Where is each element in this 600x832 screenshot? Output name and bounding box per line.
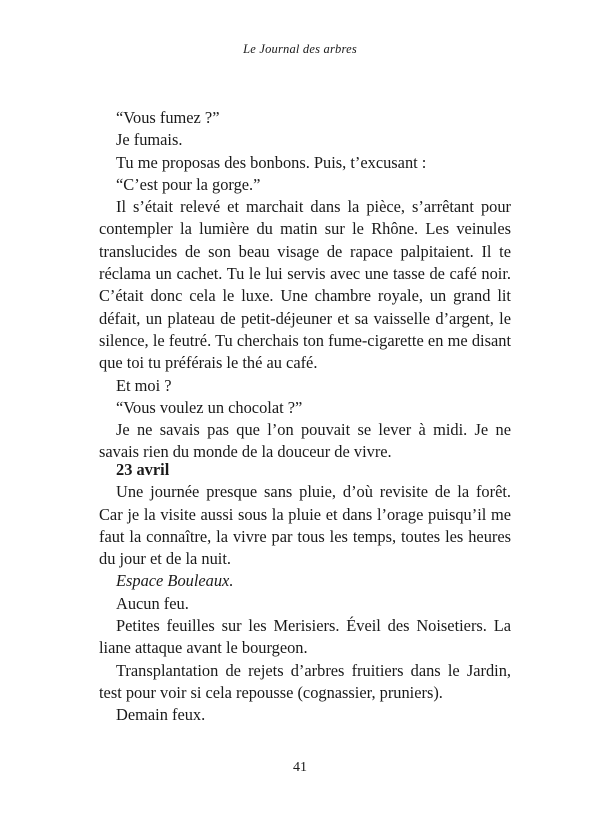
- paragraph: Transplantation de rejets d’arbres fruitiers dans le Jardin, test pour voir si cela repousse (cognassier, pruniers).: [99, 660, 511, 702]
- location-label: Espace Bouleaux.: [116, 571, 234, 591]
- paragraph: Demain feux.: [116, 705, 206, 725]
- paragraph: Et moi ?: [116, 375, 172, 395]
- paragraph: “C’est pour la gorge.”: [116, 174, 261, 194]
- paragraph: Aucun feu.: [116, 593, 189, 613]
- journal-section-a: [99, 107, 511, 464]
- entry-date: 23 avril: [116, 460, 170, 479]
- journal-entry-23-avril: [99, 459, 511, 727]
- paragraph: “Vous voulez un chocolat ?”: [116, 397, 303, 417]
- paragraph: Une journée presque sans pluie, d’où revisite de la forêt. Car je la visite aussi sous la pluie et dans l’orage puisqu’il me faut la connaître, la vivre par tous les temps, toutes les heures du jour et de la nuit.: [99, 482, 511, 569]
- page-number: 41: [293, 760, 307, 775]
- paragraph: Je ne savais pas que l’on pouvait se lever à midi. Je ne savais rien du monde de la douceur de vivre.: [99, 420, 511, 462]
- paragraph: Tu me proposas des bonbons. Puis, t’excusant :: [116, 152, 427, 172]
- paragraph: “Vous fumez ?”: [116, 108, 220, 127]
- paragraph: Petites feuilles sur les Merisiers. Éveil des Noisetiers. La liane attaque avant le bourgeon.: [99, 616, 511, 658]
- running-header: Le Journal des arbres: [243, 42, 357, 56]
- paragraph: Je fumais.: [116, 130, 183, 150]
- paragraph: Il s’était relevé et marchait dans la pièce, s’arrêtant pour contempler la lumière du matin sur le Rhône. Les veinules translucides de son beau visage de rapace palpitaient. Il te réclama un cachet. Tu le lui servis avec une tasse de café noir. C’était donc cela le luxe. Une chambre royale, un grand lit défait, un plateau de petit-déjeuner et sa vaisselle d’argent, le silence, le feutré. Tu cherchais ton fume-cigarette en me disant que toi tu préférais le thé au café.: [99, 197, 511, 373]
